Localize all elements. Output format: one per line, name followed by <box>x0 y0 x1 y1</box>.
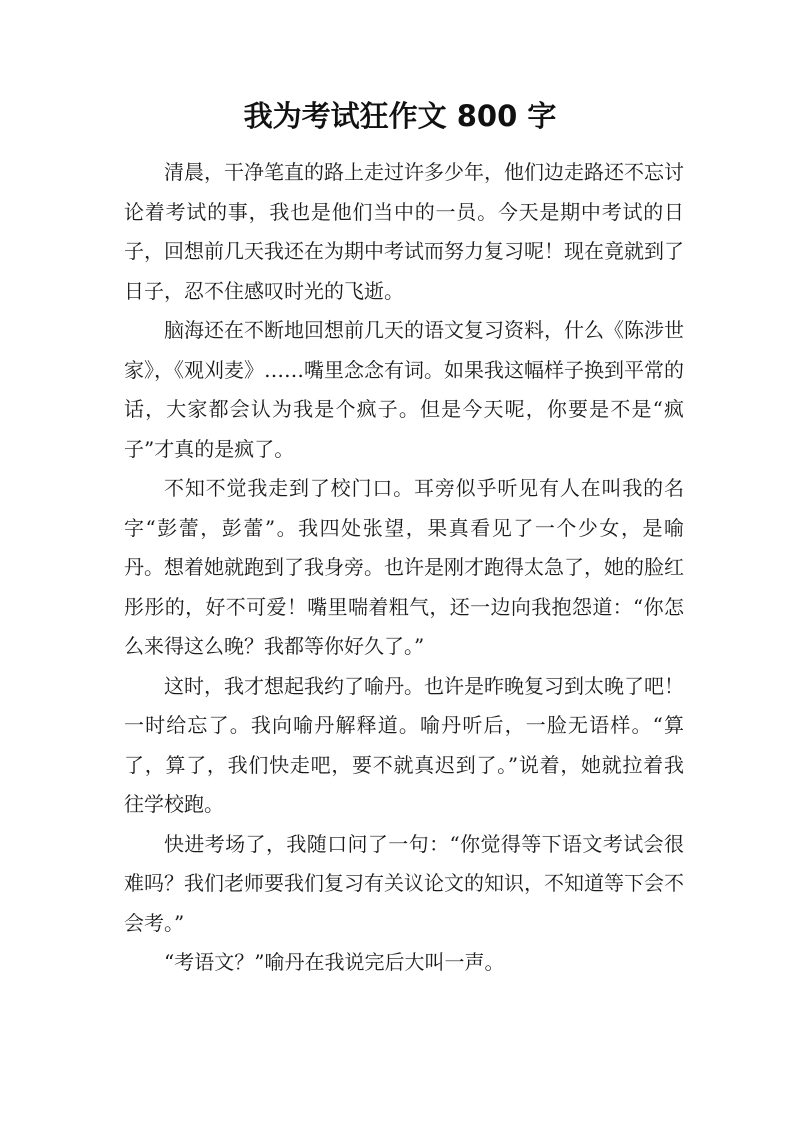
paragraph: 脑海还在不断地回想前几天的语文复习资料，什么《陈涉世家》，《观刈麦》……嘴里念念有词。如果我这幅样子换到平常的话，大家都会认为我是个疯子。但是今天呢，你要是不是“疯子”才真的是疯了。 <box>124 318 684 461</box>
paragraph: 清晨，干净笔直的路上走过许多少年，他们边走路还不忘讨论着考试的事，我也是他们当中的一员。今天是期中考试的日子，回想前几天我还在为期中考试而努力复习呢！现在竟就到了日子，忍不住感叹时光的飞逝。 <box>124 160 684 303</box>
paragraph: 快进考场了，我随口问了一句：“你觉得等下语文考试会很难吗？我们老师要我们复习有关议论文的知识，不知道等下会不会考。” <box>124 831 684 935</box>
paragraph: 这时，我才想起我约了喻丹。也许是昨晚复习到太晚了吧！一时给忘了。我向喻丹解释道。喻丹听后，一脸无语样。“算了，算了，我们快走吧，要不就真迟到了。”说着，她就拉着我往学校跑。 <box>124 673 684 816</box>
paragraph: “考语文？”喻丹在我说完后大叫一声。 <box>164 950 505 974</box>
document-body <box>124 153 684 983</box>
document-title: 我为考试狂作文 800 字 <box>243 99 557 133</box>
paragraph: 不知不觉我走到了校门口。耳旁似乎听见有人在叫我的名字“彭蕾，彭蕾”。我四处张望，果真看见了一个少女，是喻丹。想着她就跑到了我身旁。也许是刚才跑得太急了，她的脸红彤彤的，好不可爱！嘴里喘着粗气，还一边向我抱怨道：“你怎么来得这么晚？我都等你好久了。” <box>124 476 684 658</box>
